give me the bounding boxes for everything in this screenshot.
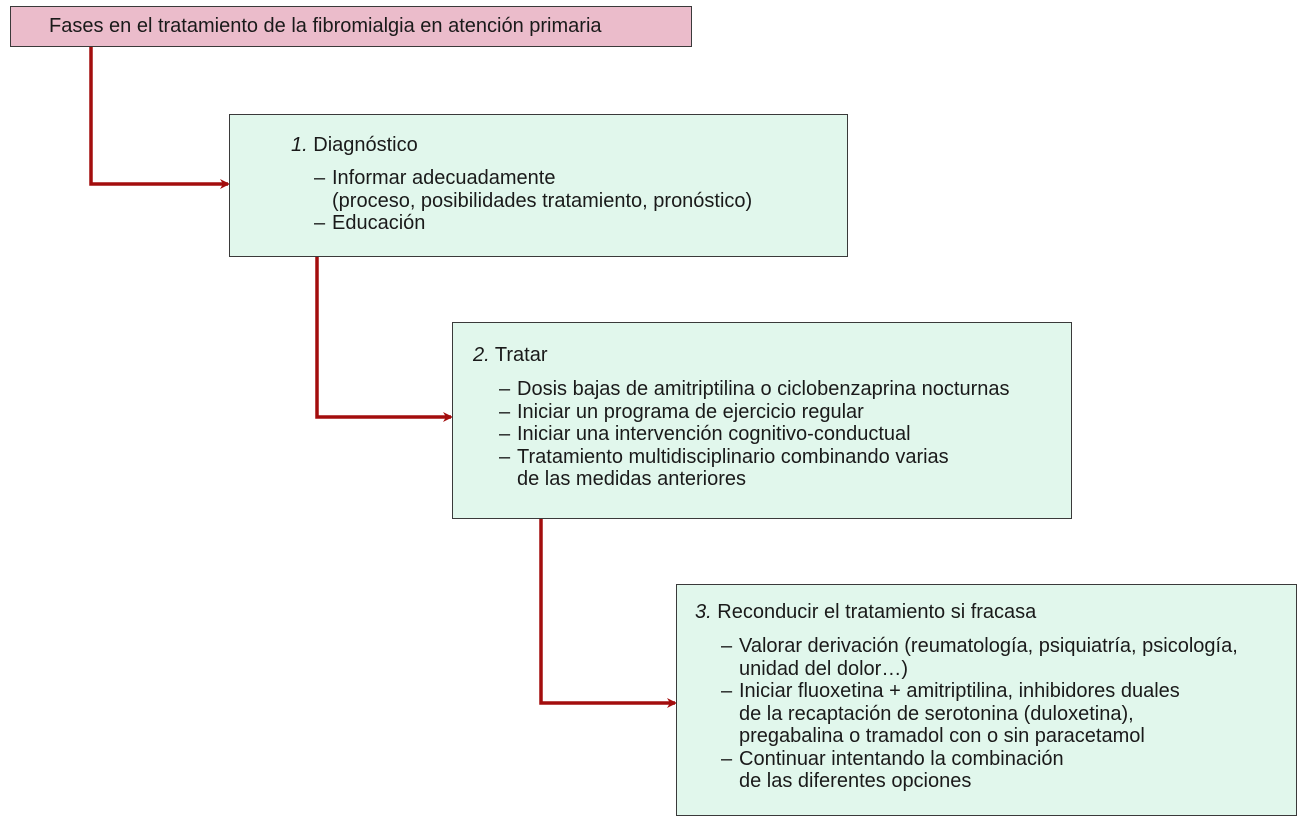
item-text-line: (proceso, posibilidades tratamiento, pronóstico)	[332, 189, 753, 212]
phase-heading	[695, 601, 1036, 624]
item-dash: –	[499, 423, 511, 445]
item-text-line: Tratamiento multidisciplinario combinando varias	[517, 445, 949, 468]
list-item	[721, 748, 1238, 793]
item-dash: –	[721, 747, 733, 770]
arrow-treat-to-redirect	[541, 518, 675, 703]
list-item	[721, 635, 1238, 680]
list-item	[499, 423, 1009, 446]
item-text-line: Continuar intentando la combinación	[739, 747, 1064, 770]
item-text-line: Iniciar un programa de ejercicio regular	[517, 400, 864, 423]
list-item	[314, 167, 752, 212]
phase-items	[499, 378, 1009, 491]
list-item	[499, 446, 1009, 491]
item-text-line: unidad del dolor…)	[739, 657, 908, 680]
phase-box-redirect	[676, 584, 1297, 816]
phase-items	[314, 167, 752, 235]
phase-title: Diagnóstico	[313, 134, 418, 156]
item-text-line: de la recaptación de serotonina (duloxetina),	[739, 702, 1134, 725]
item-text-line: Valorar derivación (reumatología, psiquiatría, psicología,	[739, 635, 1238, 657]
phase-box-diagnosis	[229, 114, 848, 257]
phase-number: 2.	[473, 344, 490, 366]
item-text-line: Iniciar fluoxetina + amitriptilina, inhibidores duales	[739, 680, 1180, 702]
item-dash: –	[314, 167, 326, 189]
list-item	[499, 401, 1009, 424]
item-text-line: pregabalina o tramadol con o sin paracetamol	[739, 725, 1145, 747]
item-dash: –	[721, 635, 733, 657]
item-text-line: Dosis bajas de amitriptilina o ciclobenzaprina nocturnas	[517, 378, 1010, 400]
phase-items	[721, 635, 1238, 793]
phase-box-treat	[452, 322, 1072, 519]
item-dash: –	[721, 680, 733, 702]
phase-title: Reconducir el tratamiento si fracasa	[717, 601, 1037, 623]
phase-number: 1.	[291, 134, 308, 156]
arrow-diagnosis-to-treat	[317, 256, 451, 417]
item-text-line: Educación	[332, 212, 426, 234]
diagram-title: Fases en el tratamiento de la fibromialgia en atención primaria	[10, 6, 692, 47]
item-text-line: Informar adecuadamente	[332, 167, 556, 189]
phase-number: 3.	[695, 601, 712, 623]
list-item	[314, 212, 752, 235]
arrow-title-to-diagnosis	[91, 47, 228, 184]
list-item	[499, 378, 1009, 401]
item-dash: –	[499, 378, 511, 400]
item-dash: –	[499, 400, 511, 423]
item-dash: –	[314, 212, 326, 234]
item-text-line: Iniciar una intervención cognitivo-conductual	[517, 423, 911, 445]
item-dash: –	[499, 445, 511, 468]
phase-title: Tratar	[494, 344, 548, 366]
item-text-line: de las diferentes opciones	[739, 770, 972, 792]
list-item	[721, 680, 1238, 748]
phase-heading	[291, 134, 418, 157]
phase-heading	[473, 344, 548, 367]
item-text-line: de las medidas anteriores	[517, 468, 747, 490]
